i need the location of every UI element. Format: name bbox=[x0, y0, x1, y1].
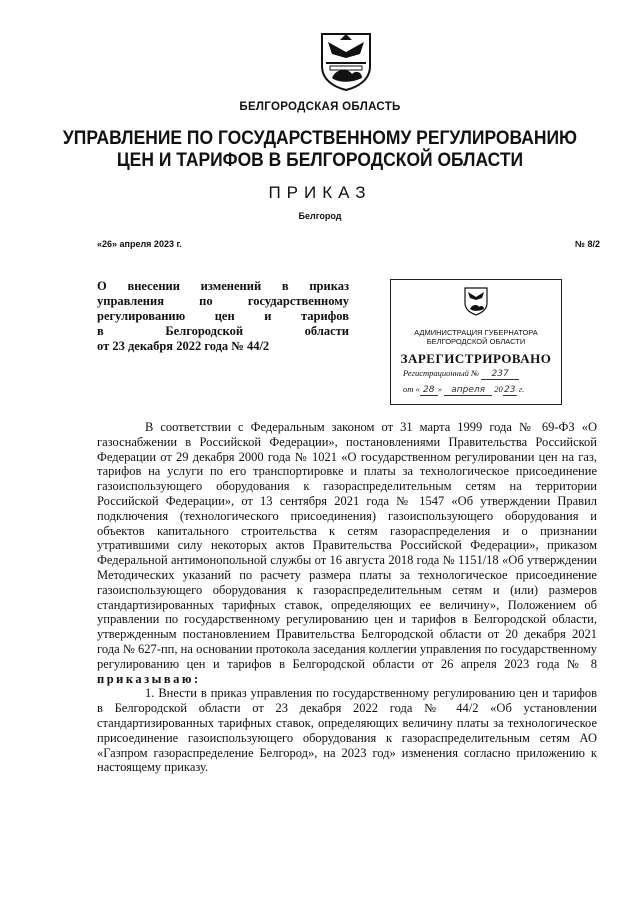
belgorod-coat-of-arms-icon bbox=[318, 30, 374, 92]
stamp-reg-number-row bbox=[403, 368, 519, 380]
stamp-date-mid: » bbox=[437, 384, 443, 394]
order-word: приказываю: bbox=[97, 671, 201, 686]
subject-line: от 23 декабря 2022 года № 44/2 bbox=[97, 339, 270, 353]
registration-stamp bbox=[390, 279, 562, 405]
order-number: № 8/2 bbox=[574, 239, 600, 249]
stamp-year: 23 bbox=[504, 385, 516, 395]
agency-name-line2: ЦЕН И ТАРИФОВ В БЕЛГОРОДСКОЙ ОБЛАСТИ bbox=[116, 150, 524, 171]
order-body bbox=[97, 420, 597, 775]
stamp-reg-number: 237 bbox=[481, 369, 519, 380]
stamp-day: 28 bbox=[420, 385, 438, 396]
subject-line: управления по государственному bbox=[97, 294, 349, 308]
stamp-organization bbox=[391, 328, 561, 346]
stamp-emblem-icon bbox=[463, 286, 489, 316]
stamp-reg-label: Регистрационный № bbox=[403, 368, 479, 378]
subject-line: в Белгородской области bbox=[97, 324, 349, 338]
preamble-text: В соответствии с Федеральным законом от 31 марта 1999 года № 69-ФЗ «О газоснабжении в Российской Федерации», постановлениями Правительства Российской Федерации от 29 декабря 2000 года № 1021 «О государственном регулировании цен на газ, тарифов на услуги по его транспортировке и платы за технологическое присоединение газоиспользующего оборудования к газораспределительным сетям на территории Российской Федерации», от 13 сентября 2021 года № 1547 «Об утверждении Правил подключения (технологического присоединения) газоиспользующего оборудования и объектов капитального строительства к сетям газораспределения и о признании утратившими силу некоторых актов Правительства Российской Федерации», приказом Федеральной антимонопольной службы от 16 августа 2018 года № 1151/18 «Об утверждении Методических указаний по расчету размера платы за технологическое присоединение газоиспользующего оборудования к газораспределительным сетям и (или) размеров стандартизированных тарифных ставок, определяющих ее величину», Положением об управлении по государственному регулированию цен и тарифов в Белгородской области, утвержденным постановлением Правительства Белгородской области от 20 декабря 2021 года № 627-пп, на основании протокола заседания коллегии управления по государственному регулированию цен и тарифов в Белгородской области от 26 апреля 2023 года № 8 bbox=[97, 420, 597, 671]
agency-name-line1: УПРАВЛЕНИЕ ПО ГОСУДАРСТВЕННОМУ РЕГУЛИРОВАНИЮ bbox=[62, 128, 578, 149]
stamp-date-row bbox=[403, 384, 524, 396]
stamp-date-prefix: от « bbox=[403, 384, 420, 394]
stamp-org-line2: БЕЛГОРОДСКОЙ ОБЛАСТИ bbox=[426, 337, 526, 346]
body-paragraph bbox=[97, 420, 597, 686]
stamp-year-prefix: 20 bbox=[494, 384, 503, 394]
stamp-org-line1: АДМИНИСТРАЦИЯ ГУБЕРНАТОРА bbox=[414, 328, 538, 337]
body-paragraph: 1. Внести в приказ управления по государственному регулированию цен и тарифов в Белгородской области от 23 декабря 2022 года № 44/2 «Об установлении стандартизированных тарифных ставок, определяющих величину платы за технологическое присоединение газоиспользующего оборудования к газораспределительным сетям АО «Газпром газораспределение Белгород», на 2023 год» изменения согласно приложению к настоящему приказу. bbox=[97, 686, 597, 775]
stamp-status: ЗАРЕГИСТРИРОВАНО bbox=[400, 351, 552, 366]
order-subject bbox=[97, 279, 349, 354]
region-name: БЕЛГОРОДСКАЯ ОБЛАСТЬ bbox=[239, 101, 401, 113]
stamp-month: апреля bbox=[444, 385, 492, 396]
document-type-title: ПРИКАЗ bbox=[268, 183, 372, 202]
city-name: Белгород bbox=[298, 211, 342, 221]
subject-line: регулированию цен и тарифов bbox=[97, 309, 349, 323]
stamp-year-suffix: г. bbox=[518, 384, 525, 394]
agency-name bbox=[26, 128, 615, 172]
subject-line: О внесении изменений в приказ bbox=[97, 279, 349, 293]
order-date: «26» апреля 2023 г. bbox=[97, 239, 182, 249]
